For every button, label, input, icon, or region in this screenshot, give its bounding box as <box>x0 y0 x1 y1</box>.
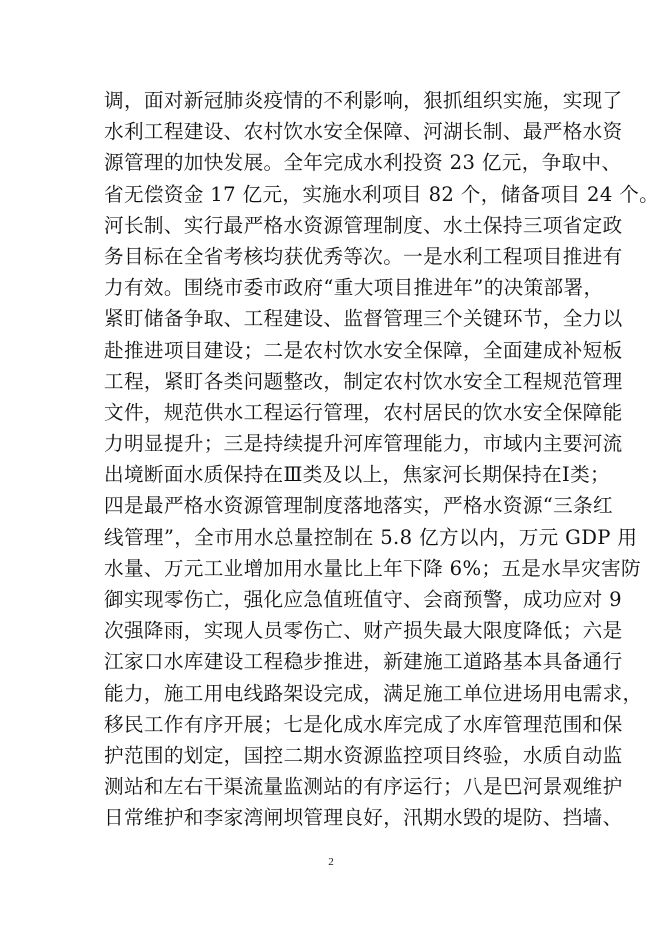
text-line: 省无偿资金 17 亿元，实施水利项目 82 个，储备项目 24 个。 <box>104 182 660 206</box>
text-line: 线管理”，全市用水总量控制在 5.8 亿方以内，万元 GDP 用 <box>104 525 638 549</box>
text-line: 水量、万元工业增加用水量比上年下降 6%；五是水旱灾害防 <box>104 556 641 580</box>
text-line: 测站和左右干渠流量监测站的有序运行；八是巴河景观维护 <box>104 775 623 799</box>
text-line: 御实现零伤亡，强化应急值班值守、会商预警，成功应对 9 <box>104 588 622 611</box>
text-line: 四是最严格水资源管理制度落地落实，严格水资源“三条红 <box>104 494 613 518</box>
text-line: 赴推进项目建设；二是农村饮水安全保障，全面建成补短板 <box>104 338 623 362</box>
text-line: 护范围的划定，国控二期水资源监控项目终验，水质自动监 <box>104 743 623 767</box>
text-line: 水利工程建设、农村饮水安全保障、河湖长制、最严格水资 <box>104 120 623 144</box>
text-line: 河长制、实行最严格水资源管理制度、水土保持三项省定政 <box>104 213 623 237</box>
body-text <box>104 85 660 834</box>
text-line: 务目标在全省考核均获优秀等次。一是水利工程项目推进有 <box>104 244 623 268</box>
text-line: 力有效。围绕市委市政府“重大项目推进年”的决策部署， <box>104 276 604 300</box>
text-line: 力明显提升；三是持续提升河库管理能力，市域内主要河流 <box>104 432 623 456</box>
text-line: 源管理的加快发展。全年完成水利投资 23 亿元，争取中、 <box>104 151 622 175</box>
text-line: 能力，施工用电线路架设完成，满足施工单位进场用电需求， <box>104 681 643 705</box>
text-line: 次强降雨，实现人员零伤亡、财产损失最大限度降低；六是 <box>104 619 623 643</box>
text-line: 出境断面水质保持在Ⅲ类及以上，焦家河长期保持在Ⅰ类； <box>104 463 610 487</box>
text-line: 工程，紧盯各类问题整改，制定农村饮水安全工程规范管理 <box>104 369 623 393</box>
text-line: 文件，规范供水工程运行管理，农村居民的饮水安全保障能 <box>104 400 623 424</box>
text-line: 日常维护和李家湾闸坝管理良好，汛期水毁的堤防、挡墙、 <box>104 806 623 830</box>
text-line: 调，面对新冠肺炎疫情的不利影响，狠抓组织实施，实现了 <box>104 89 623 112</box>
page-number: 2 <box>328 856 334 868</box>
text-line: 江家口水库建设工程稳步推进，新建施工道路基本具备通行 <box>104 650 623 674</box>
text-line: 移民工作有序开展；七是化成水库完成了水库管理范围和保 <box>104 712 623 736</box>
text-line: 紧盯储备争取、工程建设、监督管理三个关键环节，全力以 <box>104 307 623 331</box>
